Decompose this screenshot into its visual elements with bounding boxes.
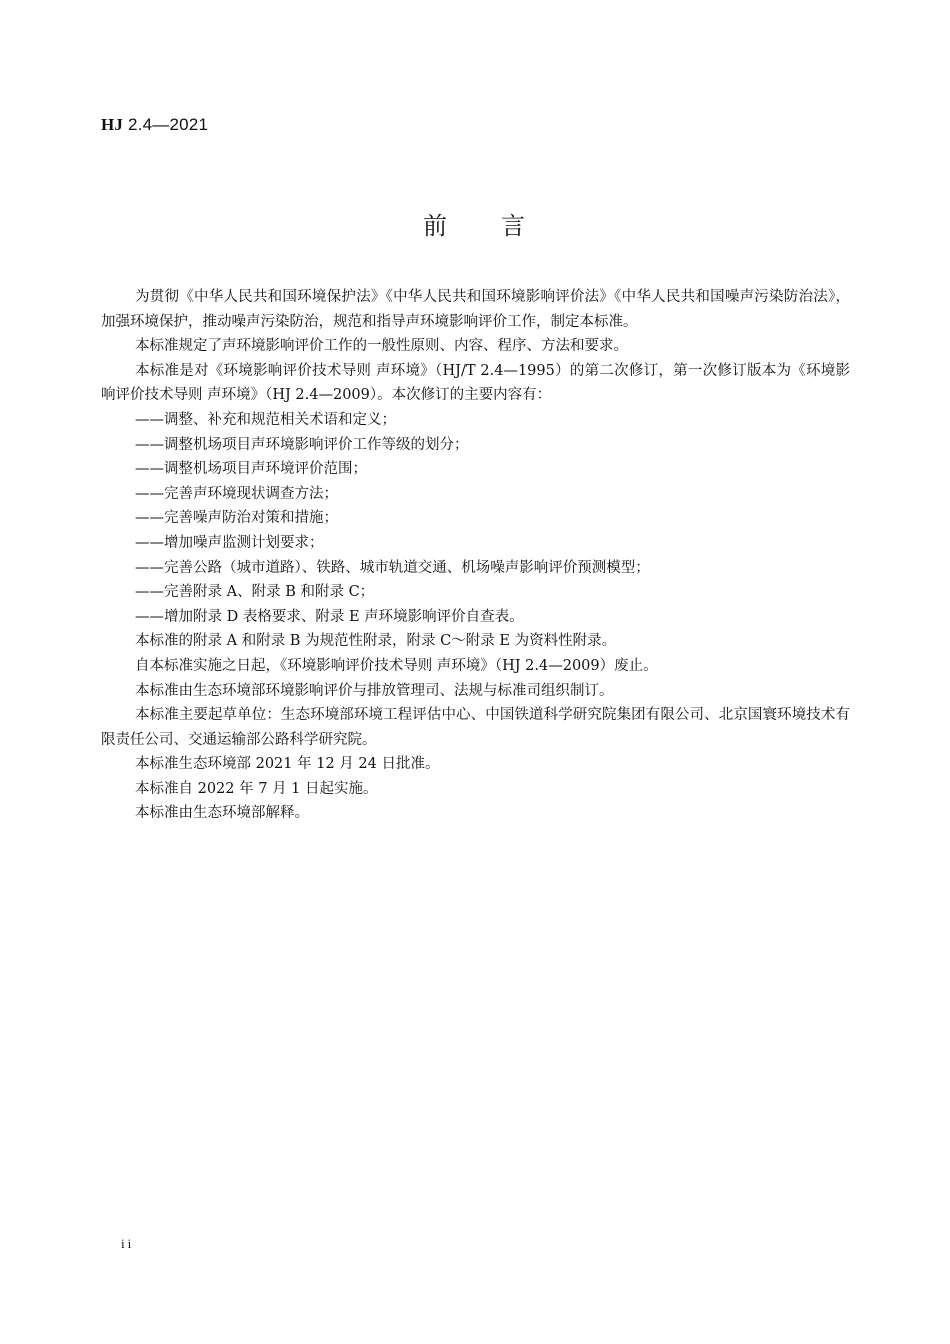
paragraph-purpose: 为贯彻《中华人民共和国环境保护法》《中华人民共和国环境影响评价法》《中华人民共和国噪声污染防治法》，加强环境保护，推动噪声污染防治，规范和指导声环境影响评价工作，制定本标准。 (101, 289, 850, 330)
foreword-body (101, 285, 850, 826)
revision-list-item: ——增加附录 D 表格要求、附录 E 声环境影响评价自查表。 (135, 608, 524, 625)
paragraph-supersede: 自本标准实施之日起，《环境影响评价技术导则 声环境》（HJ 2.4—2009）废止。 (135, 657, 658, 674)
paragraph-drafting-units: 本标准主要起草单位：生态环境部环境工程评估中心、中国铁道科学研究院集团有限公司、北京国寰环境技术有限责任公司、交通运输部公路科学研究院。 (101, 707, 850, 748)
revision-list-item: ——完善附录 A、附录 B 和附录 C； (135, 584, 375, 601)
paragraph-scope: 本标准规定了声环境影响评价工作的一般性原则、内容、程序、方法和要求。 (135, 338, 628, 355)
page-title-char-1: 前 (423, 212, 449, 240)
paragraph-organizer: 本标准由生态环境部环境影响评价与排放管理司、法规与标准司组织制订。 (135, 682, 614, 699)
revision-list-item: ——调整、补充和规范相关术语和定义； (135, 411, 396, 428)
paragraph-approval-date: 本标准生态环境部 2021 年 12 月 24 日批准。 (135, 756, 440, 773)
standard-code-prefix: HJ (101, 115, 124, 134)
paragraph-appendix-types: 本标准的附录 A 和附录 B 为规范性附录，附录 C～附录 E 为资料性附录。 (135, 633, 617, 650)
revision-list-item: ——完善公路（城市道路）、铁路、城市轨道交通、机场噪声影响评价预测模型； (135, 559, 650, 576)
paragraph-effective-date: 本标准自 2022 年 7 月 1 日起实施。 (135, 780, 378, 797)
page-title-char-2: 言 (501, 212, 527, 240)
revision-list-item: ——增加噪声监测计划要求； (135, 534, 324, 551)
revision-list-item: ——完善声环境现状调查方法； (135, 485, 338, 502)
revision-list-item: ——调整机场项目声环境影响评价工作等级的划分； (135, 436, 469, 453)
paragraph-revision-intro: 本标准是对《环境影响评价技术导则 声环境》（HJ/T 2.4—1995）的第二次修订，第一次修订版本为《环境影响评价技术导则 声环境》（HJ 2.4—2009）。本次修订的主要内容有： (101, 362, 850, 404)
page-number: ii (121, 1236, 135, 1251)
revision-list-item: ——调整机场项目声环境评价范围； (135, 461, 367, 478)
standard-code-number: 2.4—2021 (123, 115, 209, 134)
paragraph-interpretation: 本标准由生态环境部解释。 (135, 805, 309, 822)
page-title (0, 206, 950, 241)
standard-code (101, 115, 208, 135)
revision-list-item: ——完善噪声防治对策和措施； (135, 510, 338, 527)
